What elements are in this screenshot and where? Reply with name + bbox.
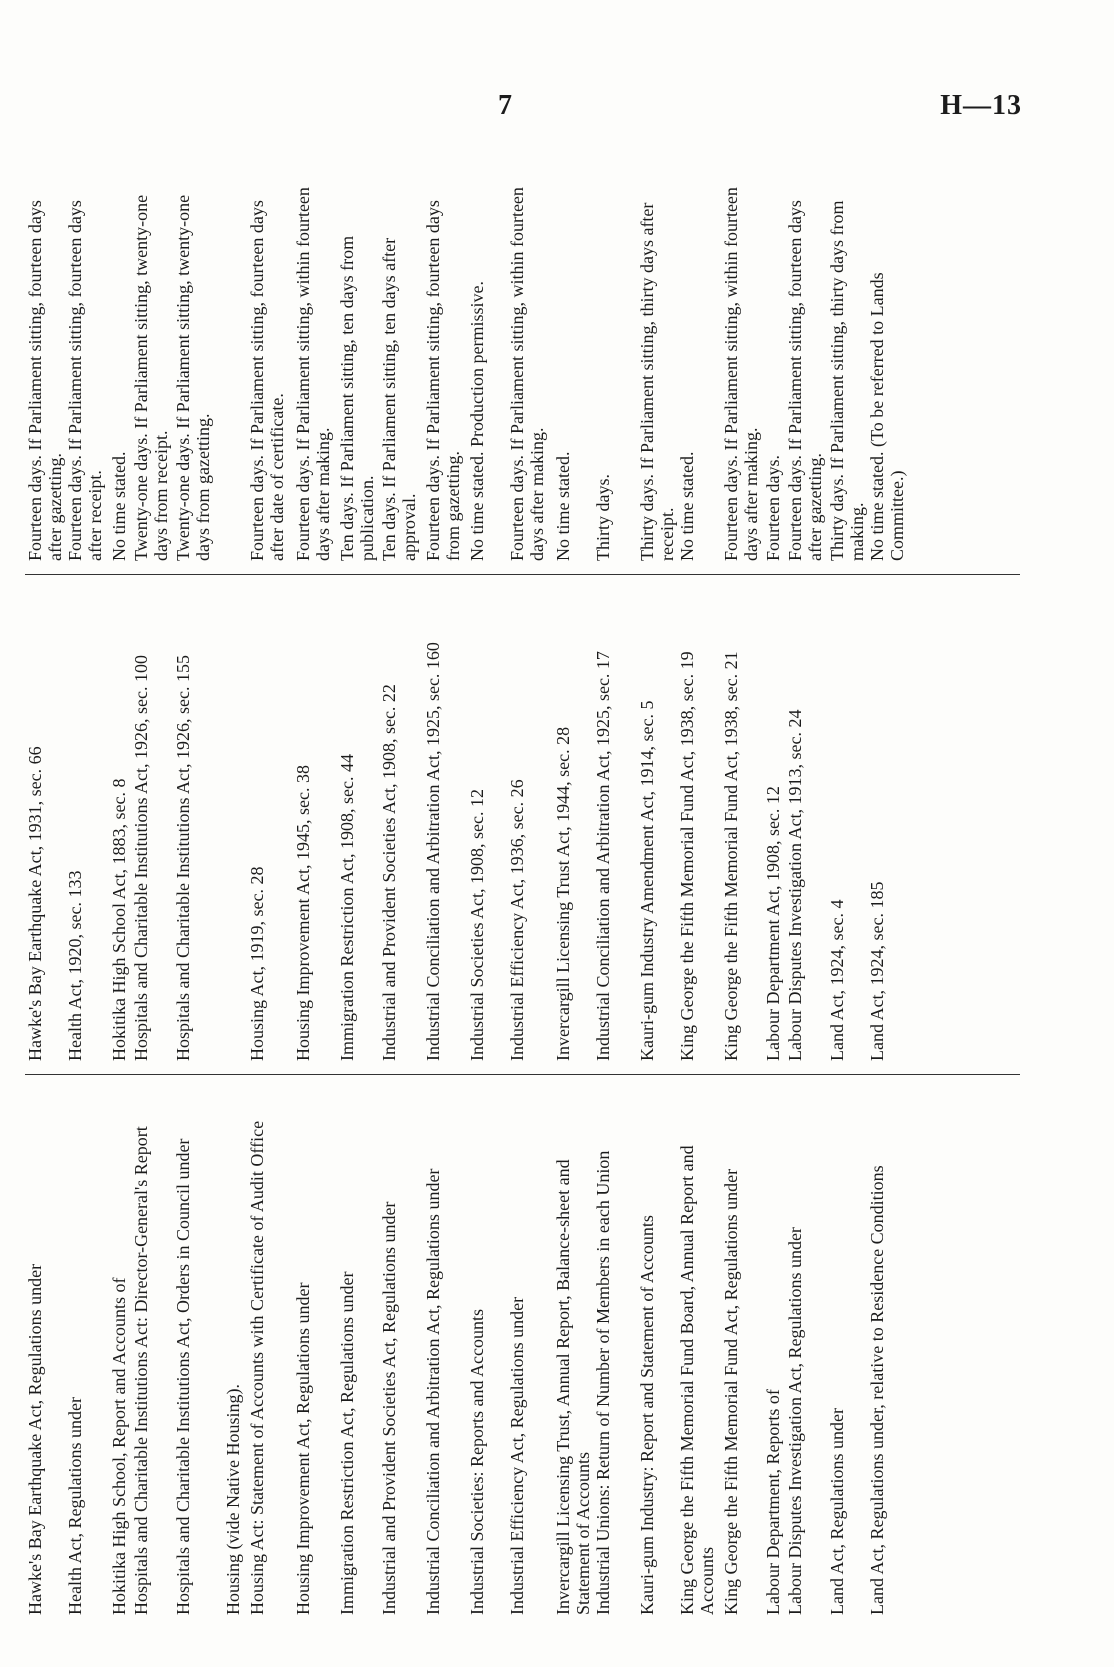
paper-subject: Labour Disputes Investigation Act, Regulations under [785, 1227, 805, 1615]
paper-subject: Hospitals and Charitable Institutions Act: Director-General's Report [131, 1126, 151, 1615]
table-row [637, 175, 677, 1615]
statutory-authority: Land Act, 1924, sec. 185 [867, 881, 887, 1061]
time-for-presentation: Fourteen days. If Parliament sitting, fourteen days after date of certificate. [247, 200, 287, 561]
table-row [423, 175, 463, 1615]
statutory-authority: Hospitals and Charitable Institutions Act, 1926, sec. 100 [131, 655, 151, 1061]
paper-subject: King George the Fifth Memorial Fund Act, Regulations under [721, 1168, 741, 1615]
table-row [379, 175, 419, 1615]
table-row [507, 175, 547, 1615]
time-for-presentation: Thirty days. If Parliament sitting, thirty days after receipt. [637, 202, 677, 561]
statutory-authority: Hospitals and Charitable Institutions Act, 1926, sec. 155 [173, 655, 193, 1061]
table-row [721, 175, 761, 1615]
statutory-authority: Health Act, 1920, sec. 133 [65, 870, 85, 1061]
statutory-authority: Immigration Restriction Act, 1908, sec. 44 [337, 754, 357, 1061]
time-for-presentation: Fourteen days. If Parliament sitting, within fourteen days after making. [293, 187, 333, 561]
time-for-presentation: Fourteen days. If Parliament sitting, fourteen days after gazetting. [25, 200, 65, 561]
table-row [785, 175, 825, 1615]
time-for-presentation: Thirty days. [593, 474, 613, 561]
paper-subject: Immigration Restriction Act, Regulations under [337, 1271, 357, 1615]
statutory-authority: Invercargill Licensing Trust Act, 1944, sec. 28 [553, 726, 573, 1061]
paper-subject: Industrial and Provident Societies Act, Regulations under [379, 1201, 399, 1615]
table-row [867, 175, 907, 1615]
table-row [827, 175, 867, 1615]
table-row [293, 175, 333, 1615]
paper-subject: Industrial Unions: Return of Number of Members in each Union [593, 1150, 613, 1615]
regulations-table [25, 175, 1020, 1615]
time-for-presentation: No time stated. [553, 451, 573, 561]
time-for-presentation: No time stated. [677, 451, 697, 561]
statutory-authority: Labour Department Act, 1908, sec. 12 [763, 786, 783, 1061]
table-row [337, 175, 377, 1615]
time-for-presentation: Ten days. If Parliament sitting, ten days from publication. [337, 235, 377, 561]
paper-subject: Housing Act: Statement of Accounts with Certificate of Audit Office [247, 1120, 267, 1615]
table-row [467, 175, 487, 1615]
statutory-authority: Kauri-gum Industry Amendment Act, 1914, sec. 5 [637, 700, 657, 1061]
table-row [763, 175, 783, 1615]
statutory-authority: Housing Act, 1919, sec. 28 [247, 866, 267, 1061]
statutory-authority: Industrial Efficiency Act, 1936, sec. 26 [507, 779, 527, 1061]
time-for-presentation: Ten days. If Parliament sitting, ten days after approval. [379, 237, 419, 561]
table-row [173, 175, 213, 1615]
paper-subject: Labour Department, Reports of [763, 1389, 783, 1615]
time-for-presentation: Fourteen days. If Parliament sitting, fourteen days after gazetting. [785, 200, 825, 561]
time-for-presentation: Fourteen days. If Parliament sitting, fourteen days after receipt. [65, 200, 105, 561]
paper-subject: Hawke's Bay Earthquake Act, Regulations under [25, 1263, 45, 1615]
paper-subject: Housing (vide Native Housing). [223, 1384, 243, 1615]
table-row [223, 175, 243, 1615]
table-row [677, 175, 717, 1615]
statutory-authority: King George the Fifth Memorial Fund Act, 1938, sec. 19 [677, 651, 697, 1061]
table-row [25, 175, 65, 1615]
statutory-authority: Housing Improvement Act, 1945, sec. 38 [293, 765, 313, 1061]
paper-subject: Industrial Societies: Reports and Accounts [467, 1309, 487, 1615]
statutory-authority: Industrial and Provident Societies Act, 1908, sec. 22 [379, 684, 399, 1061]
time-for-presentation: Twenty-one days. If Parliament sitting, twenty-one days from gazetting. [173, 194, 213, 561]
rotated-table-container [25, 175, 1020, 1615]
paper-subject: Kauri-gum Industry: Report and Statement of Accounts [637, 1215, 657, 1615]
statutory-authority: Hokitika High School Act, 1883, sec. 8 [109, 778, 129, 1061]
table-row [593, 175, 613, 1615]
time-for-presentation: Thirty days. If Parliament sitting, thirty days from making. [827, 200, 867, 561]
paper-subject: Hokitika High School, Report and Accounts of [109, 1277, 129, 1615]
page-number: 7 [498, 90, 512, 121]
table-row [131, 175, 171, 1615]
paper-subject: Invercargill Licensing Trust, Annual Report, Balance-sheet and Statement of Accounts [553, 1159, 593, 1615]
paper-subject: Industrial Efficiency Act, Regulations under [507, 1296, 527, 1615]
table-row [65, 175, 105, 1615]
paper-subject: Housing Improvement Act, Regulations under [293, 1282, 313, 1615]
statutory-authority: Hawke's Bay Earthquake Act, 1931, sec. 66 [25, 746, 45, 1061]
time-for-presentation: Twenty-one days. If Parliament sitting, twenty-one days from receipt. [131, 194, 171, 561]
time-for-presentation: Fourteen days. [763, 455, 783, 561]
statutory-authority: Industrial Conciliation and Arbitration Act, 1925, sec. 17 [593, 651, 613, 1061]
time-for-presentation: No time stated. Production permissive. [467, 281, 487, 561]
paper-subject: Health Act, Regulations under [65, 1397, 85, 1615]
statutory-authority: Labour Disputes Investigation Act, 1913, sec. 24 [785, 709, 805, 1061]
paper-subject: Hospitals and Charitable Institutions Act, Orders in Council under [173, 1138, 193, 1615]
statutory-authority: King George the Fifth Memorial Fund Act, 1938, sec. 21 [721, 651, 741, 1061]
page-header [0, 90, 1114, 130]
statutory-authority: Industrial Conciliation and Arbitration Act, 1925, sec. 160 [423, 642, 443, 1061]
document-id: H—13 [940, 90, 1022, 121]
statutory-authority: Industrial Societies Act, 1908, sec. 12 [467, 789, 487, 1061]
time-for-presentation: Fourteen days. If Parliament sitting, fourteen days from gazetting. [423, 200, 463, 561]
time-for-presentation: Fourteen days. If Parliament sitting, within fourteen days after making. [721, 187, 761, 561]
time-for-presentation: No time stated. (To be referred to Lands Committee.) [867, 272, 907, 561]
statutory-authority: Land Act, 1924, sec. 4 [827, 899, 847, 1061]
paper-subject: Industrial Conciliation and Arbitration Act, Regulations under [423, 1168, 443, 1615]
table-row [247, 175, 287, 1615]
time-for-presentation: No time stated. [109, 451, 129, 561]
paper-subject: Land Act, Regulations under, relative to Residence Conditions [867, 1165, 887, 1615]
table-row [109, 175, 129, 1615]
paper-subject: King George the Fifth Memorial Fund Board, Annual Report and Accounts [677, 1145, 717, 1615]
table-row [553, 175, 593, 1615]
time-for-presentation: Fourteen days. If Parliament sitting, within fourteen days after making. [507, 187, 547, 561]
paper-subject: Land Act, Regulations under [827, 1408, 847, 1615]
